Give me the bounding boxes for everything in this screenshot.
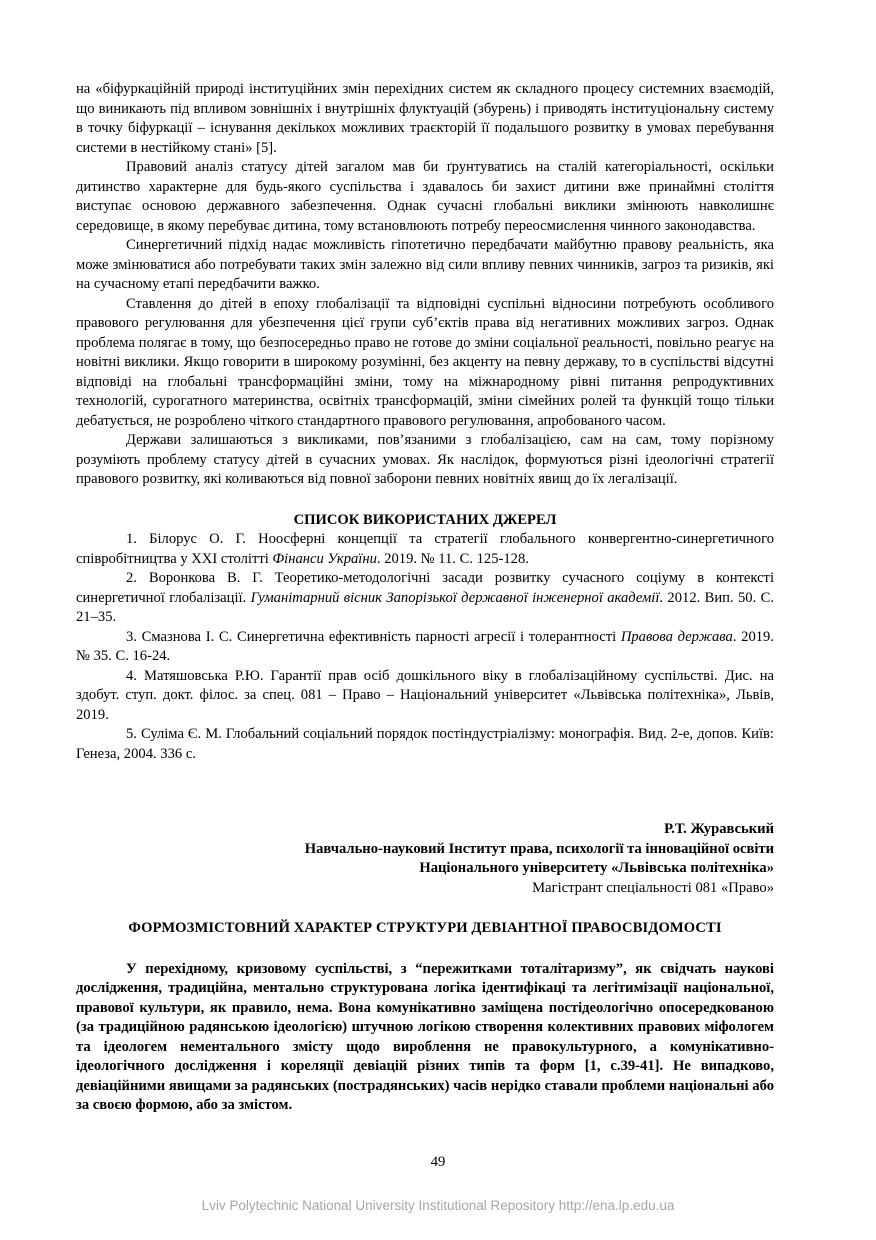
article-abstract (76, 960, 774, 1116)
author-institute: Навчально-науковий Інститут права, психології та інноваційної освіти (304, 840, 774, 857)
author-university: Національного університету «Львівська політехніка» (419, 860, 774, 876)
body-paragraph-1: на «біфуркаційній природі інституційних змін перехідних систем як складного процесу системних взаємодій, що виникають під впливом зовнішніх і внутрішніх флуктуацій (збурень) і приводять інституціональну систему в точку біфуркації – існування декількох можливих траєкторій її подальшого розвитку в умовах перебування системи в нестійкому стані» [5]. (76, 81, 774, 156)
body-paragraph-5: Держави залишаються з викликами, пов’язаними з глобалізацією, сам на сам, тому порізному розуміють проблему статусу дітей в сучасних умовах. Як наслідок, формуються різні ідеологічні стратегії правового розвитку, які коливаються від повної заборони певних новітніх явищ до їх легалізації. (76, 432, 774, 487)
page-number: 49 (430, 1154, 446, 1170)
reference-item-1: 1. Білорус О. Г. Ноосферні концепції та стратегії глобального конвергентно-синергетичного співробітництва у XXI столітті Фінанси України. 2019. № 11. С. 125-128. (76, 531, 774, 567)
abstract-paragraph: У перехідному, кризовому суспільстві, з “пережитками тоталітаризму”, як свідчать наукові дослідження, традиційна, ментально структурована логіка ідентифікаці та легітимізації національної, правової культури, як правило, нема. Вона комунікативно заміщена постідеологічно опосередкованою (за традиційною радянською ідеологією) штучною логікою створення колективних правових міфологем та ідеологем нементального змісту щодо вироблення не правокультурного, а комунікативно-ідеологічного дослідження і кореляції девіацій різних типів та форм [1, с.39-41]. Не випадково, девіаційними явищами за радянських (пострадянських) часів нерідко ставали проблеми національні або за своєю формою, або за змістом. (76, 960, 774, 1113)
repository-footer: Lviv Polytechnic National University Institutional Repository http://ena.lp.edu.ua (201, 1198, 675, 1213)
references-list (76, 530, 774, 764)
reference-item-4: 4. Матяшовська Р.Ю. Гарантії прав осіб дошкільного віку в глобалізаційному суспільстві. Дис. на здобут. ступ. докт. філос. за спец. 081 – Право – Національний університет «Львівська політехніка», Львів, 2019. (76, 667, 774, 723)
reference-item-2: 2. Воронкова В. Г. Теоретико-методологічні засади розвитку сучасного соціуму в контексті синергетичної глобалізації. Гуманітарний вісник Запорізької державної інженерної академії. 2012. Вип. 50. С. 21–35. (76, 570, 774, 625)
body-paragraph-3: Синергетичний підхід надає можливість гіпотетично передбачати майбутню правову реальність, яка може змінюватися або потребувати таких змін залежно від сили впливу певних чинників, загроз та ризиків, які на сучасному етапі передбачити важко. (76, 237, 774, 292)
body-paragraph-2: Правовий аналіз статусу дітей загалом мав би ґрунтуватись на сталій категоріальності, оскільки дитинство характерне для будь-якого суспільства і здавалось би захист дитини вже принаймні століття виступає основою державного забезпечення. Однак сучасні глобальні виклики змінюють навколишнє середовище, в якому перебуває дитина, тому встановлюють потребу переосмислення чинного законодавства. (76, 159, 774, 234)
article-title: ФОРМОЗМІСТОВНИЙ ХАРАКТЕР СТРУКТУРИ ДЕВІАНТНОЇ ПРАВОСВІДОМОСТІ (128, 920, 722, 936)
reference-item-3: 3. Смазнова І. С. Синергетична ефективність парності агресії і толерантності Правова держава. 2019. № 35. С. 16-24. (76, 628, 774, 664)
body-paragraph-4: Ставлення до дітей в епоху глобалізації та відповідні суспільні відносини потребують особливого правового регулювання для убезпечення цієї групи суб’єктів права від негативних можливих загроз. Однак проблема полягає в тому, що безпосередньо право не готове до зміни соціальної реальності, повільно реагує на новітні виклики. Якщо говорити в широкому розумінні, без акценту на певну державу, то в суспільстві відсутні відповіді на глобальні трансформаційні зміни, тому на міжнародному рівні питання репродуктивних технологій, сурогатного материнства, освітніх трансформацій, зміни сімейних ролей та функцій тощо тільки дебатується, не розроблено чіткого стандартного правового регулювання, апробованого часом. (76, 295, 774, 429)
author-block (76, 820, 774, 898)
reference-item-5: 5. Суліма Є. М. Глобальний соціальний порядок постіндустріалізму: монографія. Вид. 2-е, допов. Київ: Генеза, 2004. 336 с. (76, 726, 774, 762)
author-name: Р.Т. Журавський (664, 821, 774, 837)
references-heading: СПИСОК ВИКОРИСТАНИХ ДЖЕРЕЛ (293, 511, 557, 528)
author-position: Магістрант спеціальності 081 «Право» (532, 879, 774, 896)
page-content (76, 80, 774, 1116)
